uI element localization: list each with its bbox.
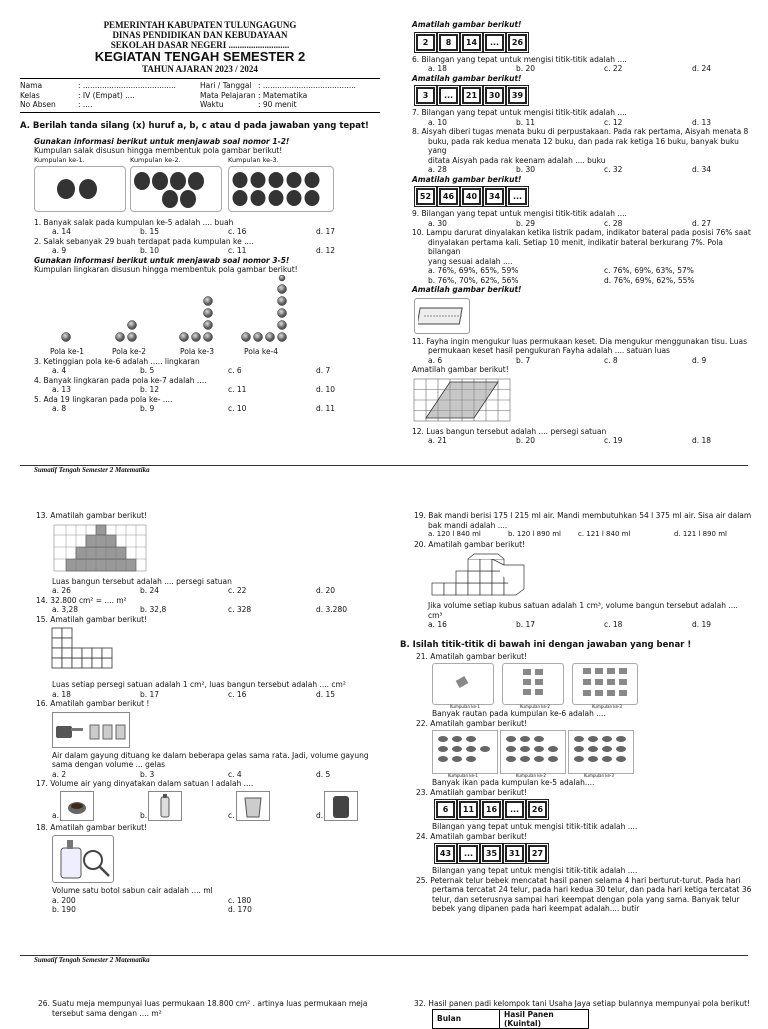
q6-option-d[interactable]: d. 24 [692,64,712,73]
q7-option-d[interactable]: d. 13 [692,117,712,127]
question-23-text: Bilangan yang tepat untuk mengisi titik-titik adalah .... [432,822,638,831]
question-10-l3: yang sesuai adalah .... [428,256,513,266]
q10-option-a[interactable]: a. 76%, 69%, 65%, 59% [428,266,519,275]
q12-option-d[interactable]: d. 18 [692,436,712,445]
ikan-label-2: Kumpulan ke-2 [516,773,546,778]
q18-option-c[interactable]: c. 180 [228,895,252,905]
question-8-l1: 8. Aisyah diberi tugas menata buku di perpustakaan. Pada rak pertama, Aisyah menata 8 [412,127,749,136]
ikan-box-1 [432,730,498,774]
q20-options [428,620,754,630]
q16-option-a[interactable]: a. 2 [52,769,67,779]
mapel-label: Mata Pelajaran [200,90,256,100]
seq9-box-1: 52 [416,188,435,205]
question-4: 4. Banyak lingkaran pada pola ke-7 adalah .... [34,375,207,385]
header-line-2: DINAS PENDIDIKAN DAN KEBUDAYAAN [112,30,288,40]
mapel-value: : Matematika [258,90,308,100]
seq24-box-1: 43 [436,845,455,862]
hari-field[interactable]: : ....................................... [258,81,356,90]
kumpulan-label-3: Kumpulan ke-3. [228,155,279,164]
q5-option-d[interactable]: d. 11 [316,404,336,413]
section-a-title: A. Berilah tanda silang (x) huruf a, b, c atau d pada jawaban yang tepat! [20,120,369,131]
seq24-box-2: ... [459,845,478,862]
q16-option-b[interactable]: b. 3 [140,769,155,779]
q14-option-b[interactable]: b. 32,8 [140,605,167,614]
seq23-box-3: 16 [482,801,501,818]
question-25-l2: pertama tercatat 24 telur, pada hari kedua 30 telur, dan pada hari ketiga tercatat 36 [432,885,752,894]
cube-figure-20 [428,551,538,597]
question-11-l2: permukaan keset hasil pengukuran Fayha adalah .... satuan luas [428,346,670,355]
q10-option-b[interactable]: b. 76%, 70%, 62%, 56% [428,275,519,285]
q9-option-c[interactable]: c. 28 [604,218,623,228]
info-1-2-desc: Kumpulan salak disusun hingga membentuk pola gambar berikut! [34,146,283,155]
q19-option-c[interactable]: c. 121 l 840 ml [578,530,631,538]
question-13-text: Luas bangun tersebut adalah .... persegi satuan [52,576,232,586]
question-25-l3: telur, dan seterusnya sampai hari keempat dengan pola yang sama. Banyak telur [432,894,740,904]
q17-options [52,789,386,823]
q17-option-a[interactable]: a. [52,810,59,820]
question-24: 24. Amatilah gambar berikut! [416,831,528,841]
q1-option-a[interactable]: a. 14 [52,227,71,236]
right-column-p2 [400,511,754,914]
amati-label-12: Amatilah gambar berikut! [412,365,509,374]
q18-option-a[interactable]: a. 200 [52,895,76,905]
question-7: 7. Bilangan yang tepat untuk mengisi titik-titik adalah .... [412,108,627,117]
q17-option-b[interactable]: b. [140,810,148,820]
ikan-figure [432,728,754,778]
left-column-p3 [38,999,388,1018]
q2-options [52,246,380,256]
q9-option-a[interactable]: a. 30 [428,218,447,228]
question-8-l2: buku, pada rak kedua menata 12 buku, dan pada rak ketiga 16 buku, banyak buku yang [428,136,739,155]
q8-options [428,165,757,175]
question-21: 21. Amatilah gambar berikut! [416,651,528,661]
seq6-box-1: 2 [416,34,435,51]
q16-options [52,770,386,780]
header-line-1: PEMERINTAH KABUPATEN TULUNGAGUNG [103,20,297,30]
question-10-l2: dinyalakan pertama kali. Setiap 10 menit, indikatir bateral berkurang 7%. Pola bilangan [428,237,723,256]
bottle-image [148,791,182,821]
q13-option-c[interactable]: c. 22 [228,586,247,595]
salak-drawing [34,156,334,216]
pola-label-3: Pola ke-3 [180,346,215,356]
question-23: 23. Amatilah gambar berikut! [416,787,528,797]
question-16: 16. Amatilah gambar berikut ! [36,699,150,708]
gelas-icon [88,719,128,741]
q4-options [52,385,380,395]
section-b-title: B. Isilah titik-titik di bawah ini dengan jawaban yang benar ! [400,639,692,650]
q8-option-c[interactable]: c. 32 [604,165,623,174]
tank-image [324,791,358,821]
seq6-box-2: 8 [439,34,458,51]
seq7-box-1: 3 [416,87,435,104]
sequence-q23 [436,801,754,818]
left-column-p2 [36,511,386,915]
q4-option-c[interactable]: c. 11 [228,385,247,394]
question-8-l3: ditata Aisyah pada rak keenam adalah .... buku [428,155,606,165]
harvest-table [432,1009,589,1029]
salak-figure [34,156,380,218]
info-1-2: Gunakan informasi berikut untuk menjawab soal nomor 1-2! [34,136,290,146]
q10-option-d[interactable]: d. 76%, 69%, 62%, 55% [604,275,695,285]
q18-option-b[interactable]: b. 190 [52,905,76,914]
seq23-box-5: 26 [528,801,547,818]
seq7-box-5: 39 [508,87,527,104]
q11-options [428,356,757,366]
q4-option-d[interactable]: d. 10 [316,385,336,394]
school-year: TAHUN AJARAN 2023 / 2024 [142,64,258,74]
q6-option-b[interactable]: b. 20 [516,64,536,73]
q20-option-a[interactable]: a. 16 [428,620,447,629]
q12-option-c[interactable]: c. 19 [604,436,623,445]
question-13: 13. Amatilah gambar berikut! [36,511,148,520]
q16-option-c[interactable]: c. 4 [228,769,242,779]
rautan-label-3: Kumpulan ke-3 [592,704,622,709]
sequence-q6 [416,34,757,51]
q8-option-a[interactable]: a. 28 [428,165,447,174]
seq9-box-4: 34 [485,188,504,205]
seq24-box-4: 31 [505,845,524,862]
q1-options [52,227,380,237]
hari-label: Hari / Tanggal [200,81,252,90]
area-figure-13 [52,523,148,573]
seq23-box-2: 11 [459,801,478,818]
q18-options-row1 [52,896,386,906]
question-5: 5. Ada 19 lingkaran pada pola ke- .... [34,394,173,404]
area-figure-15 [50,626,122,676]
q13-option-a[interactable]: a. 26 [52,586,71,595]
q14-option-a[interactable]: a. 3,28 [52,605,79,614]
circle-pattern-figure [34,275,380,357]
q17-option-d[interactable]: d. [316,810,324,820]
question-32: 32. Hasil panen padi kelompok tani Usaha Jaya setiap bulannya mempunyai pola berikut! [414,999,751,1008]
q15-options [52,690,386,700]
q11-option-a[interactable]: a. 6 [428,355,443,365]
rautan-box-2 [502,663,564,705]
nama-label: Nama [20,81,43,90]
page-title: KEGIATAN TENGAH SEMESTER 2 [94,49,306,64]
amati-label-6: Amatilah gambar berikut! [412,20,522,29]
bucket-image [236,791,270,821]
pola-label-1: Pola ke-1 [50,346,85,356]
question-12: 12. Luas bangun tersebut adalah .... persegi satuan [412,426,607,436]
table-header-hasil: Hasil Panen (Kuintal) [500,1009,589,1028]
q5-option-c[interactable]: c. 10 [228,404,247,413]
question-18: 18. Amatilah gambar berikut! [36,822,148,832]
question-2: 2. Salak sebanyak 29 buah terdapat pada kumpulan ke .... [34,236,254,246]
amati-label-11: Amatilah gambar berikut! [412,285,522,294]
waktu-value: : 90 menit [258,100,297,109]
seq24-box-3: 35 [482,845,501,862]
page-1 [0,0,768,474]
q11-option-b[interactable]: b. 7 [516,355,531,365]
pola-label-2: Pola ke-2 [112,346,147,356]
cup-image [60,791,94,821]
question-3: 3. Ketinggian pola ke-6 adalah ..... lingkaran [34,356,200,366]
seq7-box-4: 30 [485,87,504,104]
seq7-box-3: 21 [462,87,481,104]
q13-options [52,586,386,596]
identity-block [20,78,380,113]
q3-option-c[interactable]: c. 6 [228,366,242,375]
question-14: 14. 32.800 cm² = .... m² [36,595,127,605]
question-21-text: Banyak rautan pada kumpulan ke-6 adalah .... [432,709,606,718]
gayung-gelas-image [52,712,130,748]
q3-options [52,366,380,376]
question-22-text: Banyak ikan pada kumpulan ke-5 adalah.... [432,778,595,787]
doormat-image [414,298,470,334]
rautan-label-1: Kumpulan ke-1 [450,704,480,709]
q12-option-a[interactable]: a. 21 [428,436,447,445]
q11-option-c[interactable]: c. 8 [604,355,618,365]
q19-option-d[interactable]: d. 121 l 890 ml [674,530,727,538]
seq23-box-1: 6 [436,801,455,818]
seq9-box-5: ... [508,188,527,205]
seq6-box-4: ... [485,34,504,51]
q15-option-a[interactable]: a. 18 [52,689,71,699]
q3-option-d[interactable]: d. 7 [316,366,331,375]
page-1-footer: Sumatif Tengah Semester 2 Matematika [34,466,150,474]
question-24-text: Bilangan yang tepat untuk mengisi titik-titik adalah .... [432,866,638,875]
question-10-l1: 10. Lampu darurat dinyalakan ketika listrik padam, indikator bateral pada posisi 76% saat [412,228,751,237]
q20-option-d[interactable]: d. 19 [692,620,712,629]
rautan-box-3 [572,663,638,705]
q6-options [428,64,757,74]
page-2 [0,505,768,965]
waktu-label: Waktu [200,100,224,109]
sequence-q7 [416,87,757,104]
page-3 [0,995,768,1028]
ikan-label-3: Kumpulan ke-3 [584,773,614,778]
rautan-label-2: Kumpulan ke-2 [520,704,550,709]
ikan-label-1: Kumpulan ke-1 [448,773,478,778]
ikan-box-3 [568,730,634,774]
q19-option-a[interactable]: a. 120 l 840 ml [428,530,481,538]
q15-option-b[interactable]: b. 17 [140,689,160,699]
question-19-l1: 19. Bak mandi berisi 175 l 215 ml air. Mandi membutuhkan 54 l 375 ml air. Sisa air dalam [414,511,752,520]
q8-option-d[interactable]: d. 34 [692,165,712,174]
question-15: 15. Amatilah gambar berikut! [36,614,148,624]
rautan-figure [432,661,754,709]
q1-option-b[interactable]: b. 15 [140,227,160,236]
q7-option-c[interactable]: c. 12 [604,117,623,127]
table-header-bulan: Bulan [433,1009,500,1028]
q12-option-b[interactable]: b. 20 [516,436,536,445]
rautan-box-1 [432,663,494,705]
info-3-5: Gunakan informasi berikut untuk menjawab soal nomor 3-5! [34,255,290,265]
kumpulan-label-2: Kumpulan ke-2. [130,155,181,164]
right-column-p3 [414,999,754,1029]
q1-option-c[interactable]: c. 16 [228,227,247,236]
seq9-box-2: 46 [439,188,458,205]
q7-options [428,118,757,128]
amati-label-7: Amatilah gambar berikut! [412,73,522,83]
absen-field[interactable]: : .... [78,100,93,109]
q9-option-b[interactable]: b. 29 [516,218,536,228]
circle-pattern-drawing [34,275,334,347]
soap-bottle-image [52,835,114,883]
q15-option-d[interactable]: d. 15 [316,689,336,699]
q13-option-d[interactable]: d. 20 [316,586,336,595]
q4-option-b[interactable]: b. 12 [140,385,160,394]
q20-option-c[interactable]: c. 18 [604,620,623,629]
parallelogram-grid [412,377,512,423]
q1-option-d[interactable]: d. 17 [316,227,336,236]
q14-options [52,605,386,615]
kelas-label: Kelas [20,90,40,100]
q10-option-c[interactable]: c. 76%, 69%, 63%, 57% [604,266,694,275]
q9-options [428,219,757,229]
question-9: 9. Bilangan yang tepat untuk mengisi titik-titik adalah .... [412,209,627,218]
question-18-text: Volume satu botol sabun cair adalah .... ml [52,886,213,895]
q9-option-d[interactable]: d. 27 [692,218,712,228]
question-11-l1: 11. Fayha ingin mengukur luas permukaan keset. Dia mengukur menggunakan tisu. Luas [412,336,747,346]
q2-option-b[interactable]: b. 10 [140,246,160,255]
question-19-l2: bak mandi adalah .... [428,520,508,530]
pola-label-4: Pola ke-4 [244,346,279,356]
q18-option-d[interactable]: d. 170 [228,905,252,914]
question-17: 17. Volume air yang dinyatakan dalam satuan l adalah .... [36,779,254,788]
question-15-text: Luas setiap persegi satuan adalah 1 cm², luas bangun tersebut adalah .... cm² [52,680,346,689]
q6-option-a[interactable]: a. 18 [428,64,447,73]
q8-option-b[interactable]: b. 30 [516,165,536,174]
kelas-field[interactable]: : IV (Empat) .... [78,90,135,100]
q3-option-a[interactable]: a. 4 [52,366,67,375]
question-22: 22. Amatilah gambar berikut! [416,718,528,728]
seq23-box-4: ... [505,801,524,818]
sequence-q24 [436,845,754,862]
q10-options-row2 [428,276,757,286]
q6-option-c[interactable]: c. 22 [604,64,623,73]
question-25-l1: 25. Peternak telur bebek mencatat hasil panen selama 4 hari berturut-turut. Pada hari [416,875,741,885]
q11-option-d[interactable]: d. 9 [692,355,707,365]
q19-options [428,530,754,540]
q3-option-b[interactable]: b. 5 [140,366,155,375]
q14-option-d[interactable]: d. 3.280 [316,605,347,614]
page-2-footer: Sumatif Tengah Semester 2 Matematika [34,956,150,964]
info-3-5-desc: Kumpulan lingkaran disusun hingga membentuk pola gambar berikut! [34,265,298,274]
question-26-l2: tersebut sama dengan .... m² [52,1008,162,1018]
q10-options-row1 [428,266,757,276]
left-column-p1 [20,20,380,414]
question-6: 6. Bilangan yang tepat untuk mengisi titik-titik adalah .... [412,54,627,64]
q7-option-a[interactable]: a. 10 [428,117,447,127]
absen-label: No Absen [20,100,56,109]
q13-option-b[interactable]: b. 24 [140,586,160,595]
q5-option-b[interactable]: b. 9 [140,404,155,413]
header-line-3: SEKOLAH DASAR NEGERI ........................... [110,40,290,50]
q2-option-a[interactable]: a. 9 [52,246,67,255]
seq6-box-3: 14 [462,34,481,51]
seq9-box-3: 40 [462,188,481,205]
q12-options [428,436,757,446]
nama-field[interactable]: : ....................................... [78,81,176,90]
right-column-p1 [412,20,757,446]
q15-option-c[interactable]: c. 16 [228,689,247,699]
q17-option-c[interactable]: c. [228,810,235,820]
question-20-text: Jika volume setiap kubus satuan adalah 1 cm³, volume bangun tersebut adalah .... cm³ [428,601,738,620]
question-1: 1. Banyak salak pada kumpulan ke-5 adalah .... buah [34,217,234,227]
q5-option-a[interactable]: a. 8 [52,404,67,413]
q20-option-b[interactable]: b. 17 [516,620,536,629]
q18-options-row2 [52,905,386,915]
seq24-box-5: 27 [528,845,547,862]
question-26-l1: 26. Suatu meja mempunyai luas permukaan 18.800 cm² . artinya luas permukaan meja [38,999,368,1008]
question-16-l1: Air dalam gayung dituang ke dalam beberapa gelas sama rata. Jadi, volume gayung [52,750,369,760]
kumpulan-label-1: Kumpulan ke-1. [34,155,85,164]
seq6-box-5: 26 [508,34,527,51]
q4-option-a[interactable]: a. 13 [52,385,71,394]
seq7-box-2: ... [439,87,458,104]
q19-option-b[interactable]: b. 120 l 890 ml [508,530,561,538]
q7-option-b[interactable]: b. 11 [516,117,536,127]
ikan-box-2 [500,730,566,774]
question-16-l2: sama dengan volume ... gelas [52,760,166,769]
amati-label-9: Amatilah gambar berikut! [412,174,522,184]
question-25-l4: bebek yang dipanen pada hari keempat adalah.... butir [432,904,640,913]
q2-option-c[interactable]: c. 11 [228,246,247,255]
q2-option-d[interactable]: d. 12 [316,246,336,255]
question-20: 20. Amatilah gambar berikut! [414,539,526,549]
q5-options [52,404,380,414]
gayung-icon [55,719,85,741]
q16-option-d[interactable]: d. 5 [316,769,331,779]
sequence-q9 [416,188,757,205]
q14-option-c[interactable]: c. 328 [228,605,252,614]
